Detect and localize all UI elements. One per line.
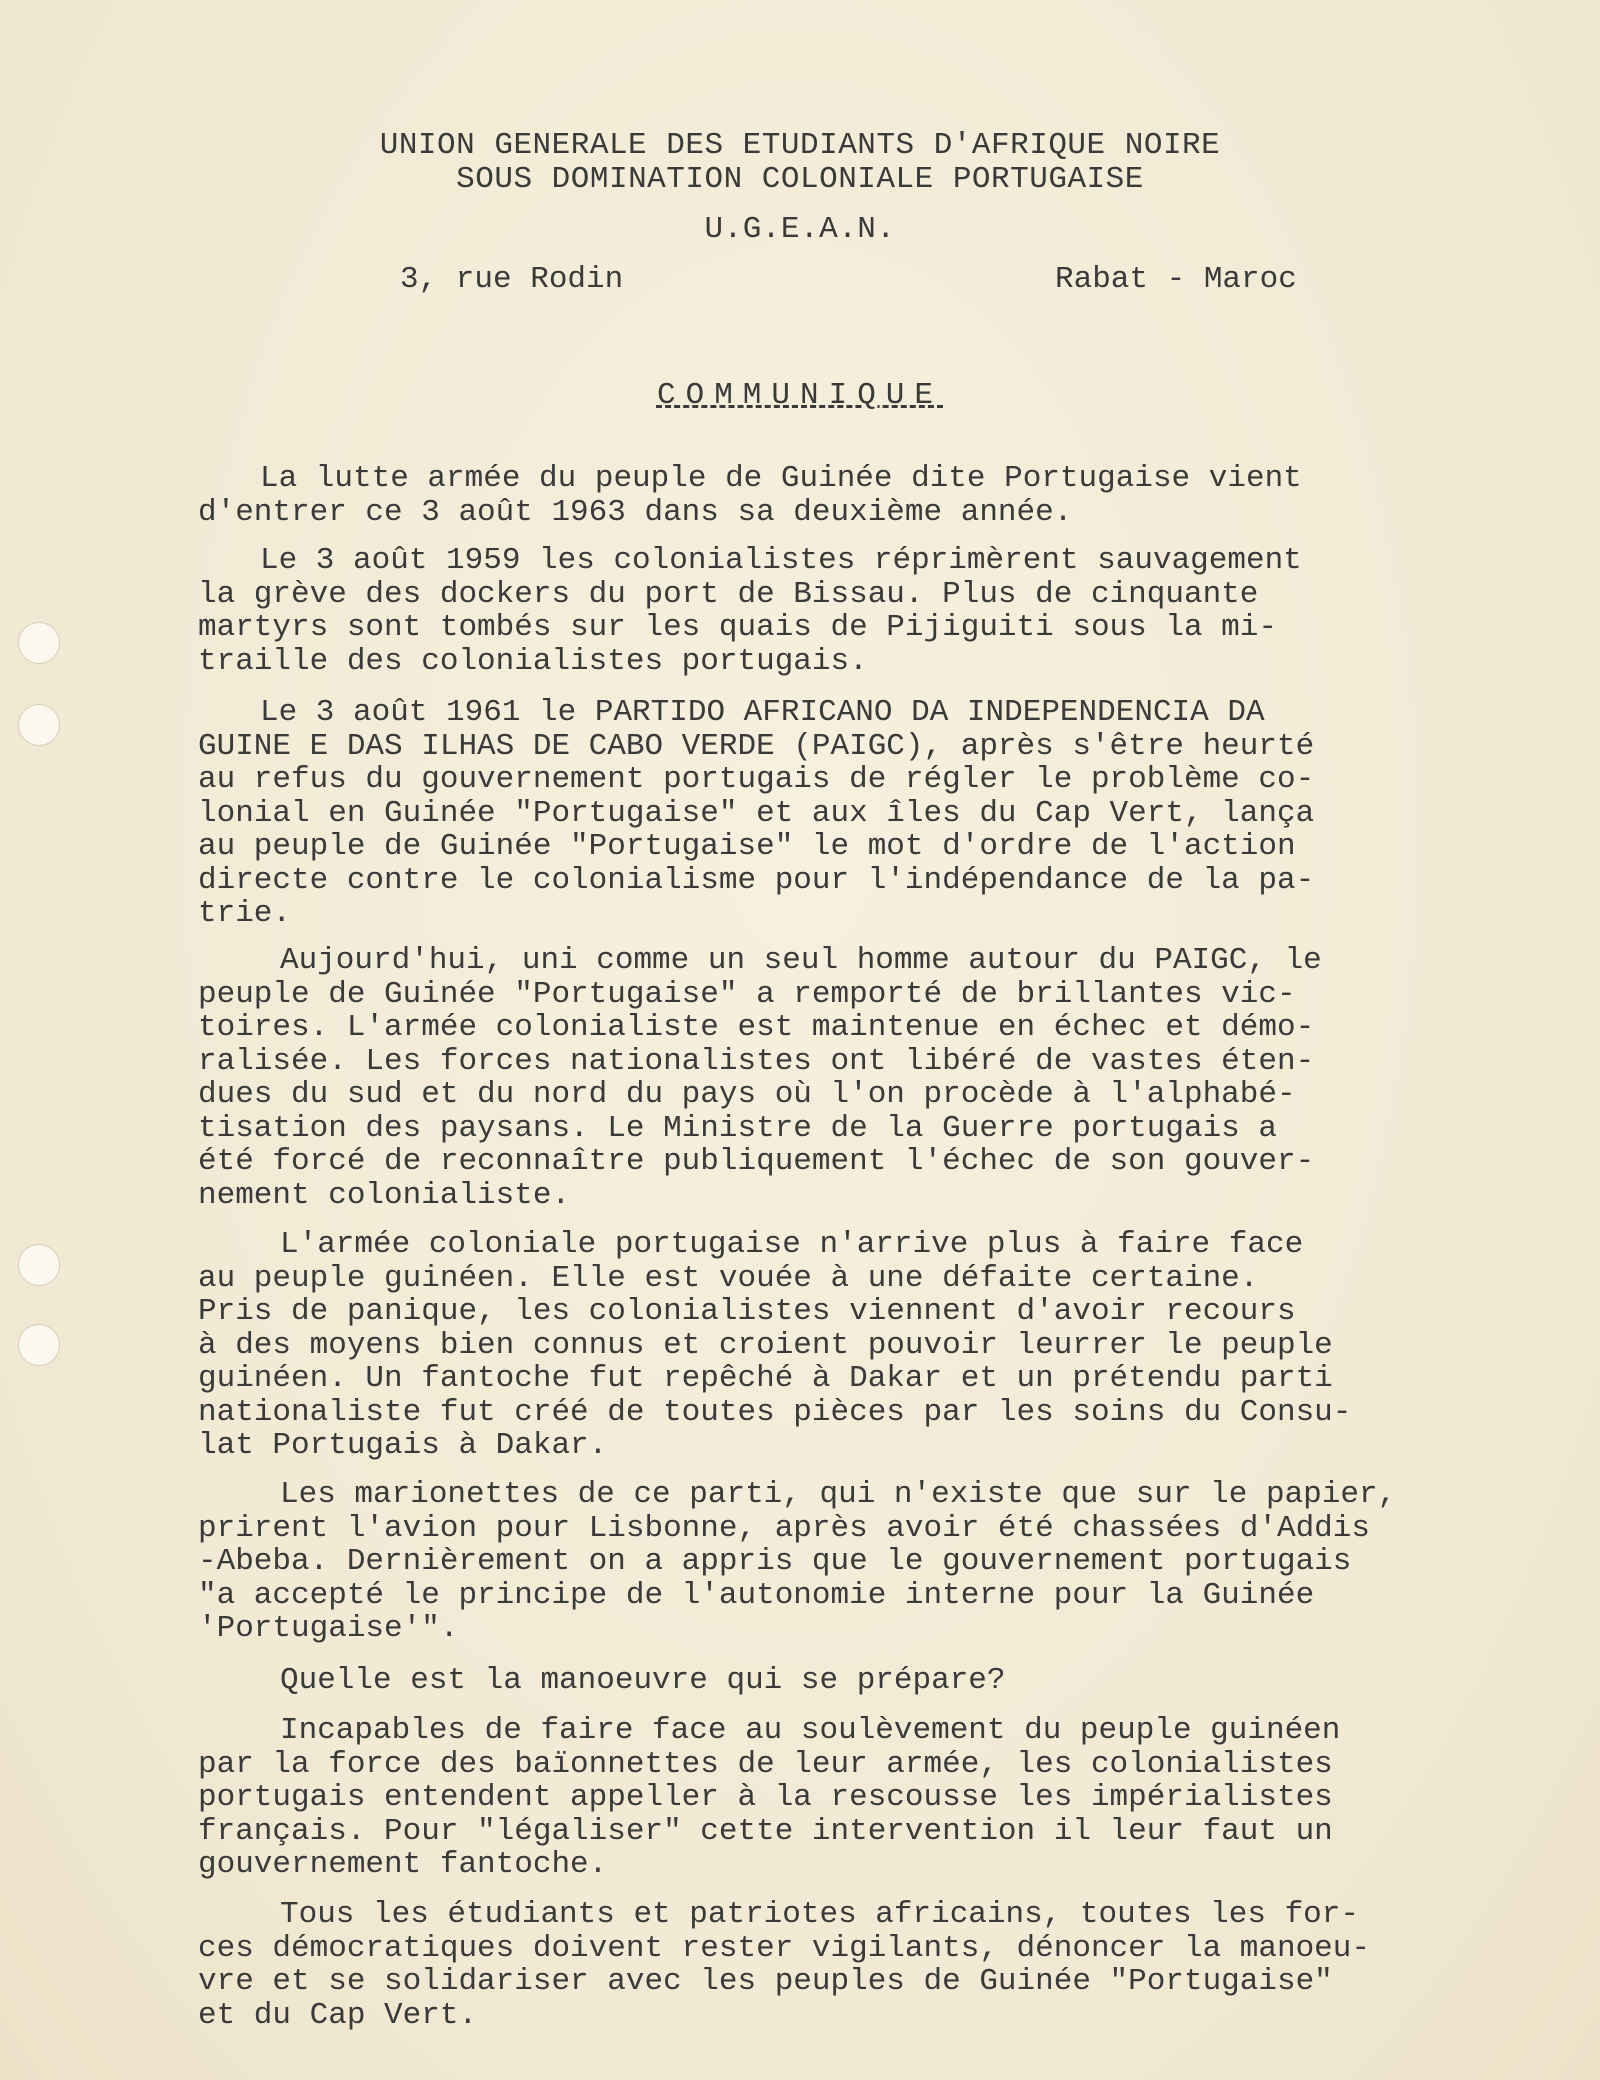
paragraph-line: été forcé de reconnaître publiquement l'échec de son gouver- (198, 1144, 1315, 1179)
punch-hole (18, 622, 60, 664)
paragraph-line: L'armée coloniale portugaise n'arrive plus à faire face (280, 1227, 1304, 1262)
paragraph-line: vre et se solidariser avec les peuples de Guinée "Portugaise" (198, 1964, 1333, 1999)
paragraph-line: la grève des dockers du port de Bissau. Plus de cinquante (198, 576, 1259, 612)
paragraph-line: Incapables de faire face au soulèvement du peuple guinéen (280, 1713, 1341, 1748)
paragraph-line: toires. L'armée colonialiste est maintenue en échec et démo- (198, 1010, 1315, 1045)
paragraph-line: nement colonialiste. (198, 1177, 571, 1213)
paragraph-line: martyrs sont tombés sur les quais de Pijiguiti sous la mi- (198, 610, 1277, 645)
paragraph-line: ces démocratiques doivent rester vigilants, dénoncer la manoeu- (198, 1930, 1370, 1966)
paragraph-line: tisation des paysans. Le Ministre de la Guerre portugais a (198, 1110, 1277, 1146)
paragraph-line: nationaliste fut créé de toutes pièces par les soins du Consu- (198, 1394, 1352, 1430)
paragraph-line: Tous les étudiants et patriotes africains, toutes les for- (280, 1897, 1359, 1932)
punch-hole (18, 1324, 60, 1366)
paragraph-line: à des moyens bien connus et croient pouvoir leurrer le peuple (198, 1327, 1333, 1363)
paragraph-line: gouvernement fantoche. (198, 1847, 608, 1882)
organization-acronym: U.G.E.A.N. (704, 212, 896, 247)
paragraph-line: dues du sud et du nord du pays où l'on procède à l'alphabé- (198, 1077, 1296, 1112)
paragraph-line: au refus du gouvernement portugais de régler le problème co- (198, 762, 1315, 797)
paragraph-line: Quelle est la manoeuvre qui se prépare? (280, 1663, 1006, 1698)
organization-name-line2: SOUS DOMINATION COLONIALE PORTUGAISE (456, 162, 1144, 197)
paragraph-line: au peuple guinéen. Elle est vouée à une défaite certaine. (198, 1260, 1259, 1296)
paragraph-line: lonial en Guinée "Portugaise" et aux îles du Cap Vert, lança (198, 795, 1315, 831)
paragraph-line: Le 3 août 1961 le PARTIDO AFRICANO DA INDEPENDENCIA DA (260, 695, 1265, 730)
organization-name-line1: UNION GENERALE DES ETUDIANTS D'AFRIQUE NOIRE (379, 128, 1221, 163)
paragraph-line: d'entrer ce 3 août 1963 dans sa deuxième année. (198, 494, 1073, 530)
paragraph-line: lat Portugais à Dakar. (198, 1428, 608, 1463)
paragraph-line: par la force des baïonnettes de leur armée, les colonialistes (198, 1746, 1333, 1782)
punch-hole (18, 1244, 60, 1286)
paragraph-line: et du Cap Vert. (198, 1997, 478, 2033)
paragraph-line: -Abeba. Dernièrement on a appris que le gouvernement portugais (198, 1544, 1352, 1579)
paragraph-line: peuple de Guinée "Portugaise" a remporté de brillantes vic- (198, 976, 1296, 1012)
paragraph-line: traille des colonialistes portugais. (198, 643, 868, 679)
paragraph-line: 'Portugaise'". (198, 1611, 459, 1646)
paragraph-line: guinéen. Un fantoche fut repêché à Dakar et un prétendu parti (198, 1361, 1333, 1396)
paragraph-line: Les marionettes de ce parti, qui n'existe que sur le papier, (280, 1477, 1397, 1512)
page-title: COMMUNIQUE (656, 378, 944, 413)
paragraph-line: Pris de panique, les colonialistes viennent d'avoir recours (198, 1294, 1296, 1329)
address-city: Rabat - Maroc (1055, 262, 1297, 297)
paragraph-line: trie. (198, 896, 292, 931)
paragraph-line: Aujourd'hui, uni comme un seul homme autour du PAIGC, le (280, 943, 1322, 978)
paragraph-line: français. Pour "légaliser" cette intervention il leur faut un (198, 1813, 1333, 1849)
paragraph-line: directe contre le colonialisme pour l'indépendance de la pa- (198, 862, 1315, 898)
paragraph-line: ralisée. Les forces nationalistes ont libéré de vastes éten- (198, 1043, 1315, 1079)
paragraph-line: Le 3 août 1959 les colonialistes réprimèrent sauvagement (260, 543, 1302, 578)
paragraph-line: "a accepté le principe de l'autonomie interne pour la Guinée (198, 1577, 1315, 1613)
paragraph-line: portugais entendent appeller à la rescousse les impérialistes (198, 1780, 1333, 1815)
paragraph-line: prirent l'avion pour Lisbonne, après avoir été chassées d'Addis (198, 1510, 1370, 1546)
paragraph-line: au peuple de Guinée "Portugaise" le mot d'ordre de l'action (198, 829, 1296, 864)
paragraph-line: La lutte armée du peuple de Guinée dite Portugaise vient (260, 461, 1302, 496)
address-street: 3, rue Rodin (400, 262, 624, 297)
punch-hole (18, 704, 60, 746)
paragraph-line: GUINE E DAS ILHAS DE CABO VERDE (PAIGC), après s'être heurté (198, 728, 1315, 764)
